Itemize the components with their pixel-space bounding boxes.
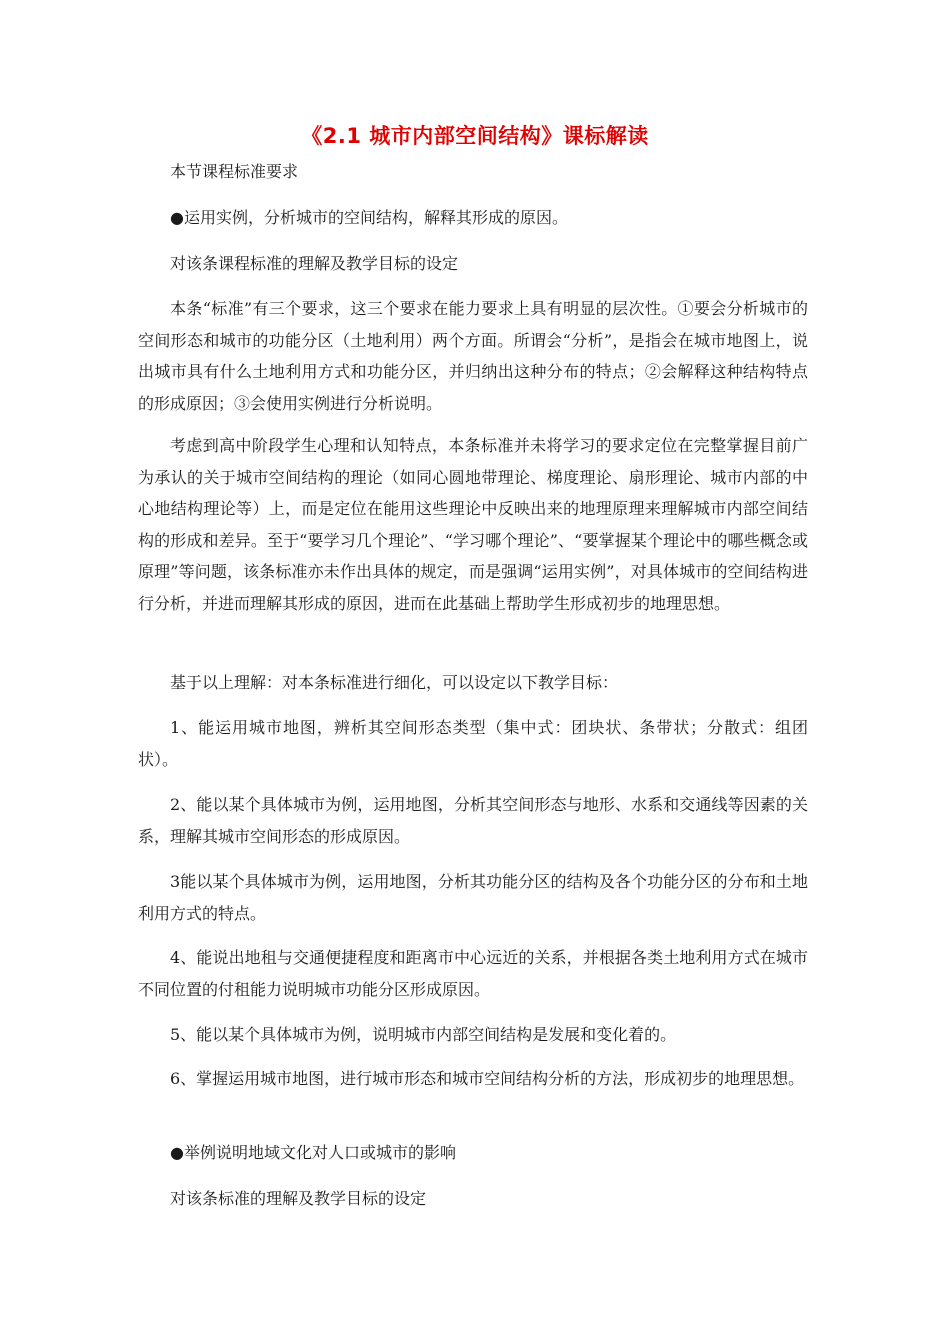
paragraph-objective-3: 3能以某个具体城市为例，运用地图，分析其功能分区的结构及各个功能分区的分布和土地利用方式的特点。 bbox=[138, 872, 808, 923]
paragraph-considerations: 考虑到高中阶段学生心理和认知特点，本条标准并未将学习的要求定位在完整掌握目前广为承认的关于城市空间结构的理论（如同心圆地带理论、梯度理论、扇形理论、城市内部的中心地结构理论等）上，而是定位在能用这些理论中反映出来的地理原理来理解城市内部空间结构的形成和差异。至于“要学习几个理论”、“学习哪个理论”、“要掌握某个理论中的哪些概念或原理”等问题，该条标准亦未作出具体的规定，而是强调“运用实例”，对具体城市的空间结构进行分析，并进而理解其形成的原因，进而在此基础上帮助学生形成初步的地理思想。 bbox=[138, 436, 808, 613]
paragraph-requirements: 本条“标准”有三个要求，这三个要求在能力要求上具有明显的层次性。①要会分析城市的空间形态和城市的功能分区（土地利用）两个方面。所谓会“分析”，是指会在城市地图上，说出城市具有什么土地利用方式和功能分区，并归纳出这种分布的特点；②会解释这种结构特点的形成原因；③会使用实例进行分析说明。 bbox=[138, 299, 808, 413]
paragraph-objective-6: 6、掌握运用城市地图，进行城市形态和城市空间结构分析的方法，形成初步的地理思想。 bbox=[170, 1069, 805, 1088]
paragraph-objective-2: 2、能以某个具体城市为例，运用地图，分析其空间形态与地形、水系和交通线等因素的关系，理解其城市空间形态的形成原因。 bbox=[138, 795, 808, 846]
paragraph-standard-2: ●举例说明地域文化对人口或城市的影响 bbox=[170, 1143, 456, 1162]
paragraph-section-heading: 本节课程标准要求 bbox=[170, 162, 299, 181]
paragraph-standard-1: ●运用实例，分析城市的空间结构，解释其形成的原因。 bbox=[170, 208, 568, 227]
paragraph-understanding-heading-1: 对该条课程标准的理解及教学目标的设定 bbox=[170, 254, 459, 273]
document-title: 《2.1 城市内部空间结构》课标解读 bbox=[301, 124, 649, 148]
paragraph-objective-5: 5、能以某个具体城市为例，说明城市内部空间结构是发展和变化着的。 bbox=[170, 1025, 677, 1044]
paragraph-objective-4: 4、能说出地租与交通便捷程度和距离市中心远近的关系，并根据各类土地利用方式在城市不同位置的付租能力说明城市功能分区形成原因。 bbox=[138, 948, 808, 999]
paragraph-objective-1: 1、能运用城市地图，辨析其空间形态类型（集中式：团块状、条带状；分散式：组团状）。 bbox=[138, 718, 808, 769]
paragraph-objectives-intro: 基于以上理解：对本条标准进行细化，可以设定以下教学目标： bbox=[170, 673, 619, 692]
paragraph-understanding-heading-2: 对该条标准的理解及教学目标的设定 bbox=[170, 1189, 427, 1208]
